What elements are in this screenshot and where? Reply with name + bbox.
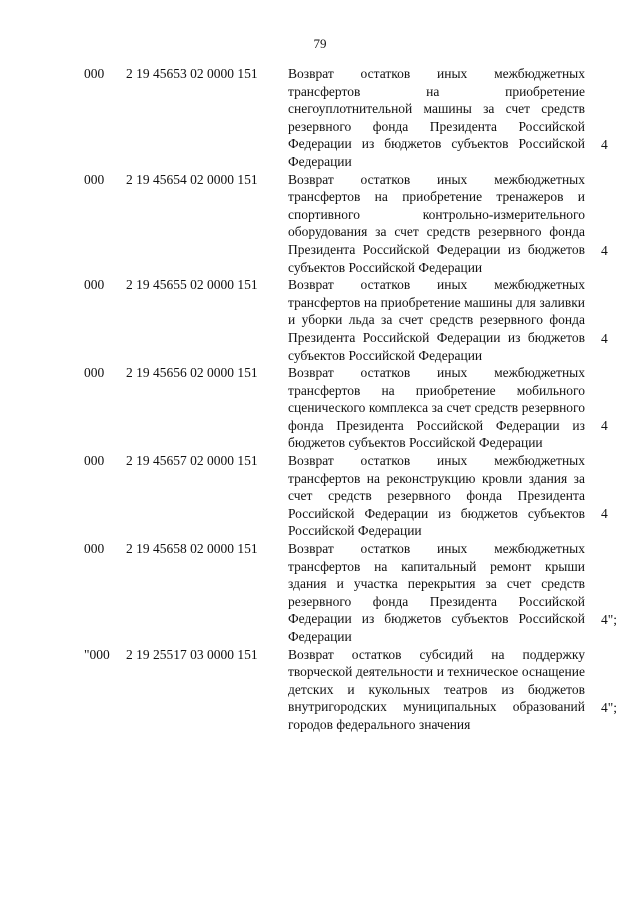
budget-classification-code: 2 19 45653 02 0000 151 xyxy=(126,66,258,81)
table-row xyxy=(0,65,640,171)
table-row xyxy=(0,364,640,452)
table-row xyxy=(0,646,640,734)
table-row xyxy=(0,171,640,277)
amount-value: 4 xyxy=(601,330,608,346)
amount-value: 4"; xyxy=(601,699,618,715)
income-description: Возврат остатков иных межбюджетных трансфертов на приобретение мобильного сценического комплекса за счет средств резервного фонда Президента Российской Федерации из бюджетов субъектов Российской Федерации xyxy=(288,365,585,451)
budget-classification-code: 2 19 45658 02 0000 151 xyxy=(126,541,258,557)
budget-code-table xyxy=(0,65,640,734)
amount-value: 4 xyxy=(601,136,608,152)
income-description: Возврат остатков субсидий на поддержку творческой деятельности и техническое оснащение детских и кукольных театров из бюджетов внутригородских муниципальных образований городов федерального значения xyxy=(288,646,585,732)
admin-code: 000 xyxy=(84,453,105,469)
table-row xyxy=(0,452,640,540)
budget-classification-code: 2 19 45657 02 0000 151 xyxy=(126,453,258,469)
admin-code: 000 xyxy=(84,541,105,557)
budget-classification-code: 2 19 45655 02 0000 151 xyxy=(126,277,258,293)
amount-value: 4 xyxy=(601,506,608,522)
page-number: 79 xyxy=(313,36,327,51)
income-description: Возврат остатков иных межбюджетных трансфертов на приобретение снегоуплотнительной машины за счет средств резервного фонда Президента Российской Федерации из бюджетов субъектов Российской Федерации xyxy=(288,66,585,169)
admin-code: 000 xyxy=(84,66,105,81)
table-row xyxy=(0,276,640,364)
amount-value: 4 xyxy=(601,418,608,434)
amount-value: 4 xyxy=(601,242,608,258)
admin-code: 000 xyxy=(84,365,105,381)
admin-code: 000 xyxy=(84,277,105,293)
amount-value: 4"; xyxy=(601,612,618,627)
budget-classification-code: 2 19 25517 03 0000 151 xyxy=(126,646,258,662)
table-row xyxy=(0,540,640,646)
admin-code: 000 xyxy=(84,171,105,187)
income-description: Возврат остатков иных межбюджетных трансфертов на реконструкцию кровли здания за счет средств резервного фонда Президента Российской Федерации из бюджетов субъектов Российской Федерации xyxy=(288,453,585,539)
admin-code: "000 xyxy=(84,646,110,662)
income-description: Возврат остатков иных межбюджетных трансфертов на приобретение тренажеров и спортивного контрольно-измерительного оборудования за счет средств резервного фонда Президента Российской Федерации из бюджетов субъектов Российской Федерации xyxy=(288,171,585,275)
income-description: Возврат остатков иных межбюджетных трансфертов на приобретение машины для заливки и уборки льда за счет средств резервного фонда Президента Российской Федерации из бюджетов субъектов Российской Федерации xyxy=(288,277,585,363)
budget-classification-code: 2 19 45654 02 0000 151 xyxy=(126,171,258,187)
budget-classification-code: 2 19 45656 02 0000 151 xyxy=(126,365,258,381)
income-description: Возврат остатков иных межбюджетных трансфертов на капитальный ремонт крыши здания и участка перекрытия за счет средств резервного фонда Президента Российской Федерации из бюджетов субъектов Российской Федерации xyxy=(288,541,585,644)
